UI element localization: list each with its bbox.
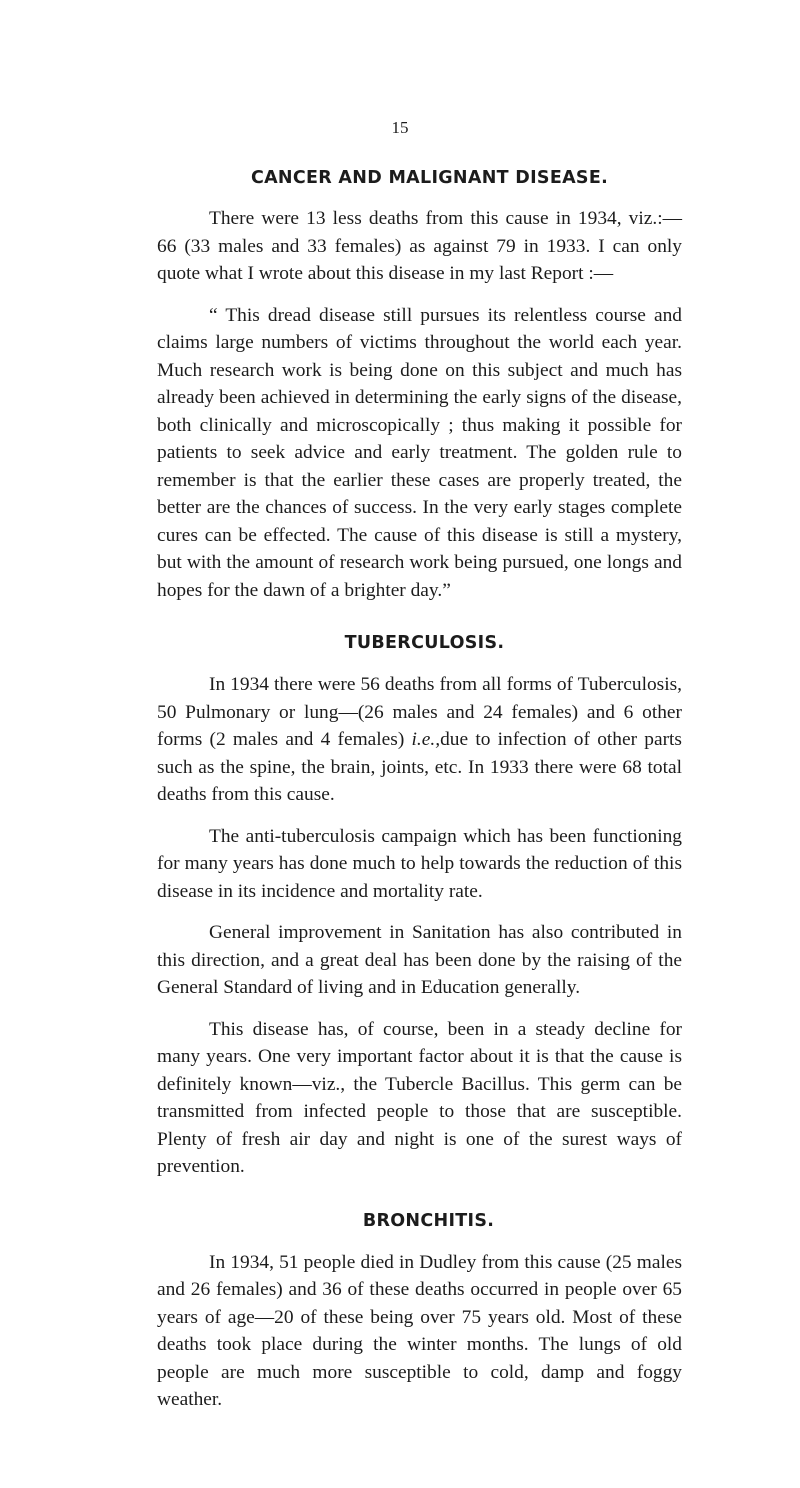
page-number: 15: [391, 118, 409, 137]
section-bronchitis: [157, 1211, 682, 1414]
document-body: [157, 168, 682, 1414]
paragraph-tuberculosis-sanitation: General improvement in Sanitation has also contributed in this direction, and a great deal has been done by the raising of the General Standard of living and in Education generally.: [157, 922, 682, 998]
paragraph-cancer-quote: “ This dread disease still pursues its relentless course and claims large numbers of victims throughout the world each year. Much research work is being done on this subject and much has already been achieved in determining the early signs of the disease, both clinically and microscopically ; thus making it possible for patients to seek advice and early treatment. The golden rule to remember is that the earlier these cases are properly treated, the better are the chances of success. In the very early stages complete cures can be effected. The cause of this disease is still a mystery, but with the amount of research work being pursued, one longs and hopes for the dawn of a brighter day.”: [157, 304, 682, 601]
paragraph-tuberculosis-decline: This disease has, of course, been in a steady decline for many years. One very important factor about it is that the cause is definitely known—viz., the Tubercle Bacillus. This germ can be transmitted from infected people to those that are susceptible. Plenty of fresh air day and night is one of the surest ways of prevention.: [157, 1018, 682, 1177]
heading-tuberculosis: TUBERCULOSIS.: [344, 633, 505, 653]
tb-text-before: In 1934 there were 56 deaths from all forms of Tuberculosis, 50 Pulmonary or lung—(26 males and 24 females) and 6 other forms (2 males and 4 females): [157, 674, 682, 750]
section-cancer: [157, 168, 682, 604]
section-tuberculosis: [157, 633, 682, 1181]
tb-text-italic: i.e.,: [411, 729, 441, 750]
paragraph-tuberculosis-campaign: The anti-tuberculosis campaign which has been functioning for many years has done much to help towards the reduction of this disease in its incidence and mortality rate.: [157, 825, 682, 902]
paragraph-cancer-intro: There were 13 less deaths from this cause in 1934, viz.:— 66 (33 males and 33 females) as against 79 in 1933. I can only quote what I wrote about this disease in my last Report :—: [157, 208, 682, 284]
paragraph-tuberculosis-deaths: [157, 671, 682, 809]
tb-text-after: due to infection of other parts such as the spine, the brain, joints, etc. In 1933 there were 68 total deaths from this cause.: [157, 729, 682, 805]
heading-bronchitis: BRONCHITIS.: [362, 1210, 495, 1231]
paragraph-bronchitis: In 1934, 51 people died in Dudley from this cause (25 males and 26 females) and 36 of these deaths occurred in people over 65 years of age—20 of these being over 75 years old. Most of these deaths took place during the winter months. The lungs of old people are much more susceptible to cold, damp and foggy weather.: [157, 1251, 682, 1410]
heading-cancer: CANCER AND MALIGNANT DISEASE.: [250, 168, 609, 188]
